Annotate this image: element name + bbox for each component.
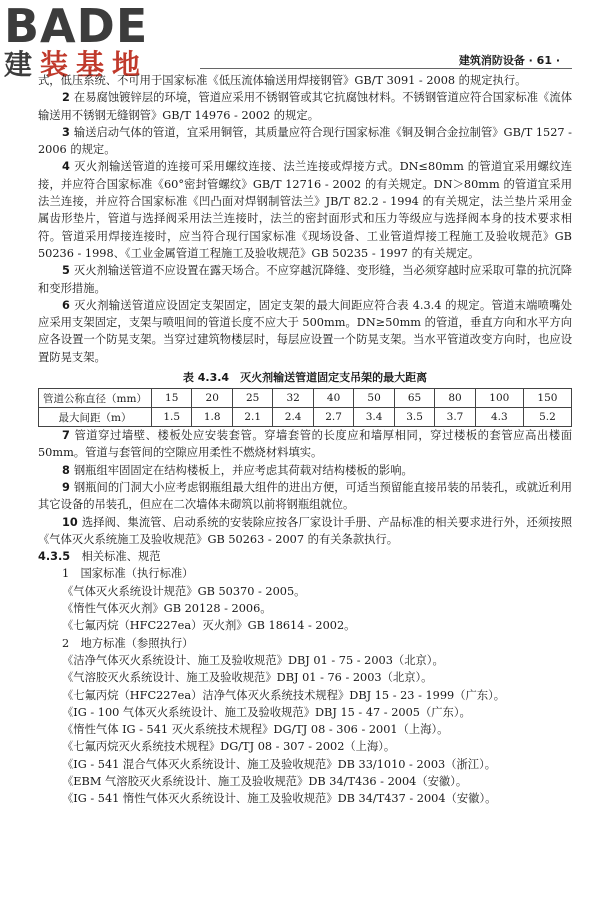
standard-item: 《IG - 541 惰性气体灭火系统设计、施工及验收规范》DB 34/T437 - 2004（安徽）。: [62, 792, 497, 806]
standard-item: 《EBM 气溶胶灭火系统设计、施工及验收规范》DB 34/T436 - 2004（安徽）。: [62, 774, 468, 788]
standard-item: 《七氟丙烷灭火系统技术规程》DG/TJ 08 - 307 - 2002（上海）。: [62, 740, 396, 754]
standard-item: 《七氟丙烷（HFC227ea）洁净气体灭火系统技术规程》DBJ 15 - 23 - 1999（广东）。: [62, 688, 506, 702]
item-number: 7: [62, 429, 70, 443]
standard-item: 《七氟丙烷（HFC227ea）灭火剂》GB 18614 - 2002。: [62, 619, 356, 633]
section-title: 相关标准、规范: [81, 550, 161, 564]
table-row-header: 管道公称直径（mm）: [39, 389, 152, 408]
paragraph-2: [38, 89, 572, 124]
running-head: 建筑消防设备 · 61 ·: [458, 54, 560, 67]
paragraph-8: [38, 462, 572, 479]
paragraph-text: 灭火剂输送管道不应设置在露天场合。不应穿越沉降缝、变形缝，当必须穿越时应采取可靠的抗沉降和变形措施。: [38, 264, 572, 295]
table-row: [39, 408, 572, 427]
support-spacing-table: [38, 388, 572, 427]
paragraph-text: 输送启动气体的管道，宜采用铜管，其质量应符合现行国家标准《铜及铜合金拉制管》GB/T 1527 - 2006 的规定。: [38, 125, 572, 157]
table-cell: 50: [354, 389, 394, 408]
table-cell: 2.7: [313, 408, 353, 427]
standard-item: 《IG - 541 混合气体灭火系统设计、施工及验收规范》DB 33/1010 - 2003（浙江）。: [62, 757, 497, 771]
table-cell: 3.5: [394, 408, 434, 427]
logo-wordmark: BADE: [4, 0, 149, 53]
paragraph-5: [38, 262, 572, 297]
table-row: [39, 389, 572, 408]
paragraph-text: 灭火剂输送管道的连接可采用螺纹连接、法兰连接或焊接方式。DN≤80mm 的管道宜采用螺纹连接，并应符合国家标准《60°密封管螺纹》GB/T 12716 - 2002 的有关规定。DN＞80mm 的管道宜采用法兰连接，并应符合国家标准《凹凸面对焊钢制管法兰》JB/T 82.2 - 1994 的有关规定，法兰垫片采用金属齿形垫片，管道与选择阀采用法兰连接时，法兰的密封面形式和压力等级应与选择阀本身的技术要求相符。管道采用焊接连接时，应当符合现行国家标准《现场设备、工业管道焊接工程施工及验收规范》GB 50236 - 1998、《工业金属管道工程施工及验收规范》GB 50235 - 1997 的有关规定。: [38, 160, 572, 260]
table-cell: 25: [232, 389, 272, 408]
section-heading: [38, 548, 572, 565]
table-cell: 65: [394, 389, 434, 408]
paragraph-text: 钢瓶间的门洞大小应考虑钢瓶组最大组件的进出方便，可适当预留能直接吊装的吊装孔，或就近利用其它设备的吊装孔，但应在二次墙体未砌筑以前将钢瓶组就位。: [38, 480, 572, 512]
paragraph-text: 在易腐蚀镀锌层的环境，管道应采用不锈钢管或其它抗腐蚀材料。不锈钢管道应符合国家标准《流体输送用不锈钢无缝钢管》GB/T 14976 - 2002 的规定。: [38, 91, 572, 122]
header-rule: [200, 68, 572, 69]
table-cell: 5.2: [523, 408, 571, 427]
item-number: 3: [62, 125, 70, 139]
paragraph-text: 钢瓶组牢固固定在结构楼板上，并应考虑其荷载对结构楼板的影响。: [73, 463, 413, 477]
logo-subtitle-first: 建: [4, 48, 41, 81]
paragraph-7: [38, 427, 572, 462]
paragraph-10: [38, 514, 572, 549]
table-cell: 4.3: [475, 408, 523, 427]
item-number: 6: [62, 298, 70, 312]
table-cell: 2.1: [232, 408, 272, 427]
table-cell: 1.8: [192, 408, 232, 427]
paragraph-1: 式，低压系统、不可用于国家标准《低压流体输送用焊接钢管》GB/T 3091 - 2008 的规定执行。: [38, 74, 527, 87]
table-cell: 40: [313, 389, 353, 408]
table-row-header: 最大间距（m）: [39, 408, 152, 427]
paragraph-text: 选择阀、集流管、启动系统的安装除应按各厂家设计手册、产品标准的相关要求进行外，还须按照《气体灭火系统施工及验收规范》GB 50263 - 2007 的有关条款执行。: [38, 515, 572, 546]
standard-item: 《IG - 100 气体灭火系统设计、施工及验收规范》DBJ 15 - 47 - 2005（广东）。: [62, 705, 471, 719]
paragraph-text: 管道穿过墙壁、楼板处应安装套管。穿墙套管的长度应和墙厚相同，穿过楼板的套管应高出楼面 50mm。管道与套管间的空隙应用柔性不燃烧材料填实。: [38, 429, 572, 460]
table-cell: 3.7: [435, 408, 475, 427]
site-logo: [4, 2, 204, 82]
standards-group-heading: 1 国家标准（执行标准）: [62, 567, 194, 581]
table-cell: 20: [192, 389, 232, 408]
table-cell: 3.4: [354, 408, 394, 427]
table-cell: 32: [273, 389, 313, 408]
standard-item: 《惰性气体灭火剂》GB 20128 - 2006。: [62, 602, 272, 616]
paragraph-3: [38, 124, 572, 159]
table-cell: 2.4: [273, 408, 313, 427]
item-number: 9: [62, 480, 70, 494]
paragraph-9: [38, 479, 572, 514]
item-number: 5: [62, 264, 70, 278]
paragraph-4: [38, 158, 572, 262]
table-cell: 15: [152, 389, 192, 408]
table-cell: 100: [475, 389, 523, 408]
paragraph-6: [38, 297, 572, 366]
logo-subtitle-rest: 装基地: [40, 48, 149, 81]
standard-item: 《惰性气体 IG - 541 灭火系统技术规程》DG/TJ 08 - 306 - 2001（上海）。: [62, 723, 449, 737]
table-cell: 150: [523, 389, 571, 408]
item-number: 10: [62, 515, 78, 529]
standard-item: 《气溶胶灭火系统设计、施工及验收规范》DBJ 01 - 76 - 2003（北京）。: [62, 671, 433, 685]
table-cell: 80: [435, 389, 475, 408]
table-title: 表 4.3.4 灭火剂输送管道固定支吊架的最大距离: [182, 371, 428, 385]
item-number: 2: [62, 91, 70, 105]
standard-item: 《气体灭火系统设计规范》GB 50370 - 2005。: [62, 584, 306, 598]
standard-item: 《洁净气体灭火系统设计、施工及验收规范》DBJ 01 - 75 - 2003（北京）。: [62, 653, 444, 667]
table-cell: 1.5: [152, 408, 192, 427]
paragraph-text: 灭火剂输送管道应设固定支架固定，固定支架的最大间距应符合表 4.3.4 的规定。管道末端喷嘴处应采用支架固定，支架与喷咀间的管道长度不应大于 500mm。DN≥50mm 的管道，垂直方向和水平方向应各设置一个防晃支架。当穿过建筑物楼层时，每层应设置一个防晃支架。当水平管道改变方向时，也应设置防晃支架。: [38, 298, 572, 364]
page-body: [38, 72, 572, 808]
item-number: 4: [62, 160, 70, 174]
section-number: 4.3.5: [38, 550, 71, 564]
item-number: 8: [62, 463, 70, 477]
standards-group-heading: 2 地方标准（参照执行）: [62, 636, 194, 650]
